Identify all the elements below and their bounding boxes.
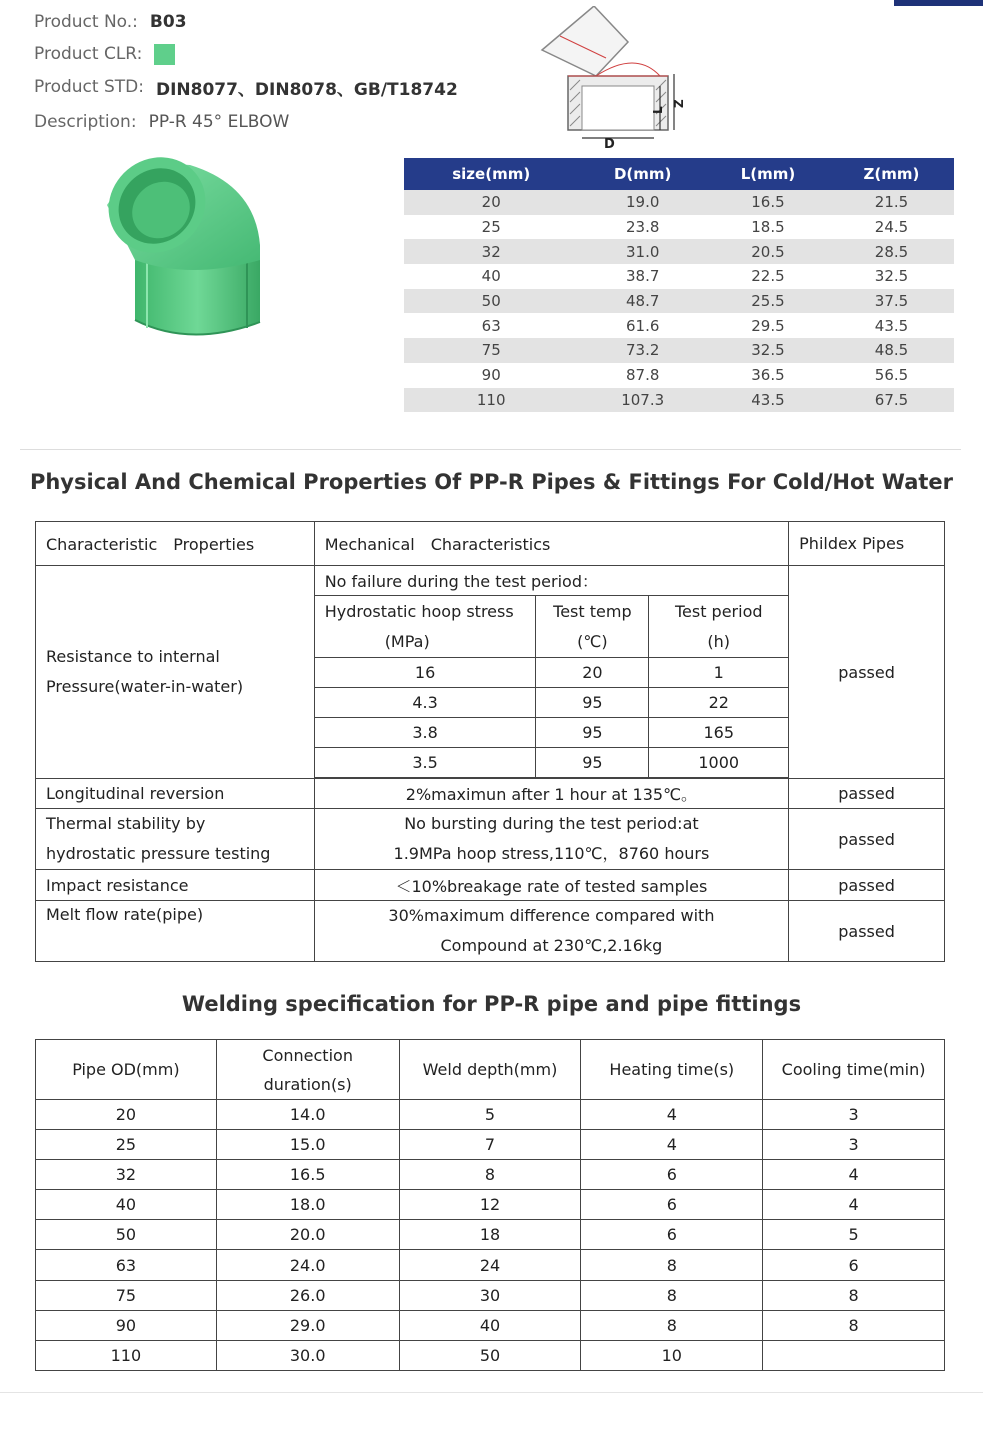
cell: 3 [763,1130,945,1160]
table-row [36,1340,945,1370]
impact-label: Impact resistance [36,870,315,901]
cell: 15.0 [216,1130,399,1160]
cell: 75 [404,338,578,363]
cell: 29.0 [216,1310,399,1340]
cell: 48.7 [578,289,707,314]
cell: 4 [763,1160,945,1190]
hoop-line1: Hydrostatic hoop stress [324,601,514,621]
welding-title: Welding specification for PP-R pipe and pipe fittings [181,992,802,1016]
cell: 5 [763,1220,945,1250]
cell: 8 [581,1310,763,1340]
properties-header-row [36,522,945,566]
cell: 90 [404,363,578,388]
resistance-label-line1: Resistance to internal [46,647,220,666]
cell: 43.5 [829,313,954,338]
resistance-label [36,566,315,779]
melt-label: Melt flow rate(pipe) [36,901,315,962]
cell: 25.5 [707,289,829,314]
cell: 3.8 [314,718,536,748]
longitudinal-value: 2%maximun after 1 hour at 135℃。 [314,779,788,809]
cell: 3 [763,1100,945,1130]
cell: 25 [404,215,578,240]
weld-header-connection-line1: Connection [262,1045,353,1065]
cell: 20 [404,190,578,215]
thermal-value [314,809,788,870]
cell: 37.5 [829,289,954,314]
cell: 20 [536,658,649,688]
cell: 4 [581,1100,763,1130]
cell: 16 [314,658,536,688]
cell: 12 [399,1190,581,1220]
weld-header-connection [216,1040,399,1100]
subheader-test-temp [536,596,649,658]
table-row [36,1100,945,1130]
cell: 7 [399,1130,581,1160]
impact-row [36,870,945,901]
cell: 36.5 [707,363,829,388]
cell: 8 [763,1280,945,1310]
cell: 165 [649,718,789,748]
product-no-label: Product No.: [34,12,138,32]
table-row [36,1280,945,1310]
size-header-size: size(mm) [404,158,578,190]
cell: 50 [399,1340,581,1370]
cell: 63 [36,1250,217,1280]
size-header-z: Z(mm) [829,158,954,190]
cell: 110 [404,388,578,413]
cell: 6 [763,1250,945,1280]
cell: 26.0 [216,1280,399,1310]
cell: 16.5 [707,190,829,215]
cell: 90 [36,1310,217,1340]
cell: 28.5 [829,239,954,264]
cell: 4 [763,1190,945,1220]
cell: 6 [581,1190,763,1220]
impact-value: ＜10%breakage rate of tested samples [314,870,788,901]
melt-row [36,901,945,962]
cell: 40 [404,264,578,289]
cell: 8 [581,1250,763,1280]
temp-line1: Test temp [553,601,632,621]
table-row [404,264,954,289]
resistance-intro-row [36,566,945,596]
resistance-intro: No failure during the test period： [314,566,788,596]
product-std-label: Product STD: [34,77,144,97]
cell: 63 [404,313,578,338]
longitudinal-label: Longitudinal reversion [36,779,315,809]
elbow-dimension-diagram [536,6,696,154]
cell: 8 [763,1310,945,1340]
section-divider [20,449,961,450]
cell: 6 [581,1160,763,1190]
welding-header-row [36,1040,945,1100]
cell: 8 [581,1280,763,1310]
cell: 95 [536,688,649,718]
cell: 23.8 [578,215,707,240]
subheader-test-period [649,596,789,658]
cell: 22.5 [707,264,829,289]
cell: 87.8 [578,363,707,388]
cell: 56.5 [829,363,954,388]
product-color-swatch [154,44,175,65]
table-row [404,388,954,413]
header-phildex: Phildex Pipes [789,522,945,566]
bottom-divider [0,1392,983,1393]
size-header-d: D(mm) [578,158,707,190]
cell: 24.0 [216,1250,399,1280]
top-accent-bar [894,0,983,6]
longitudinal-row [36,779,945,809]
cell: 16.5 [216,1160,399,1190]
cell: 22 [649,688,789,718]
thermal-label-line2: hydrostatic pressure testing [46,844,271,863]
cell: 110 [36,1340,217,1370]
cell: 107.3 [578,388,707,413]
table-row [36,1190,945,1220]
cell: 24.5 [829,215,954,240]
period-line1: Test period [674,601,763,621]
table-row [36,1160,945,1190]
melt-value [314,901,788,962]
product-no-value: B03 [149,12,187,32]
cell: 61.6 [578,313,707,338]
resistance-result: passed [789,566,945,779]
cell: 19.0 [578,190,707,215]
cell: 18.5 [707,215,829,240]
thermal-label-line1: Thermal stability by [46,814,206,833]
thermal-row [36,809,945,870]
cell: 4.3 [314,688,536,718]
table-row [36,1310,945,1340]
cell: 8 [399,1160,581,1190]
cell: 38.7 [578,264,707,289]
impact-result: passed [789,870,945,901]
size-table-header [404,158,954,190]
cell: 30.0 [216,1340,399,1370]
cell: 50 [36,1220,217,1250]
table-row [36,1250,945,1280]
cell: 43.5 [707,388,829,413]
table-row [404,215,954,240]
table-row [404,313,954,338]
cell: 32 [36,1160,217,1190]
cell: 75 [36,1280,217,1310]
product-desc-row [34,109,289,135]
cell: 3.5 [314,748,536,778]
cell: 40 [36,1190,217,1220]
cell: 32 [404,239,578,264]
cell: 32.5 [707,338,829,363]
cell: 14.0 [216,1100,399,1130]
table-row [404,239,954,264]
resistance-label-line2: Pressure(water-in-water) [46,677,244,696]
cell: 1 [649,658,789,688]
table-row [404,289,954,314]
weld-header-cooling: Cooling time(min) [763,1040,945,1100]
welding-table [35,1039,945,1371]
diagram-label-z: Z [672,99,686,108]
hoop-line2: (MPa) [384,631,430,651]
header-mechanical: Mechanical Characteristics [314,522,788,566]
cell: 73.2 [578,338,707,363]
cell: 4 [581,1130,763,1160]
elbow-product-image [95,150,285,350]
header-characteristic: Characteristic Properties [36,522,315,566]
cell: 18.0 [216,1190,399,1220]
longitudinal-result: passed [789,779,945,809]
table-row [404,190,954,215]
melt-value-line2: Compound at 230℃,2.16kg [440,936,663,955]
cell: 20 [36,1100,217,1130]
cell: 10 [581,1340,763,1370]
melt-result: passed [789,901,945,962]
product-clr-row [34,41,175,67]
diagram-label-l: L [651,106,665,114]
cell: 21.5 [829,190,954,215]
weld-header-connection-line2: duration(s) [263,1074,352,1094]
table-row [404,363,954,388]
size-table [404,158,954,412]
weld-header-heating: Heating time(s) [581,1040,763,1100]
product-std-value: DIN8077、DIN8078、GB/T18742 [155,79,458,100]
cell: 5 [399,1100,581,1130]
cell: 20.5 [707,239,829,264]
product-desc-value: PP-R 45° ELBOW [148,112,290,132]
diagram-label-d: D [604,137,615,152]
thermal-value-line2: 1.9MPa hoop stress,110℃，8760 hours [393,844,710,863]
thermal-result: passed [789,809,945,870]
cell: 18 [399,1220,581,1250]
cell: 67.5 [829,388,954,413]
product-desc-label: Description: [34,112,137,132]
product-std-row [34,74,458,100]
temp-line2: (℃) [577,631,608,651]
weld-header-depth: Weld depth(mm) [399,1040,581,1100]
cell: 50 [404,289,578,314]
properties-table [35,521,945,962]
cell: 95 [536,748,649,778]
thermal-label [36,809,315,870]
cell: 40 [399,1310,581,1340]
thermal-value-line1: No bursting during the test period:at [404,814,699,833]
table-row [36,1130,945,1160]
cell: 29.5 [707,313,829,338]
cell: 31.0 [578,239,707,264]
product-clr-label: Product CLR: [34,44,143,64]
product-no-row [34,9,187,35]
subheader-hoop-stress [314,596,536,658]
table-row [36,1220,945,1250]
cell: 30 [399,1280,581,1310]
weld-header-od: Pipe OD(mm) [36,1040,217,1100]
period-line2: (h) [707,631,731,651]
cell: 25 [36,1130,217,1160]
cell: 1000 [649,748,789,778]
properties-title: Physical And Chemical Properties Of PP-R Pipes & Fittings For Cold/Hot Water [29,470,954,494]
cell: 6 [581,1220,763,1250]
cell [763,1340,945,1370]
table-row [404,338,954,363]
cell: 24 [399,1250,581,1280]
cell: 20.0 [216,1220,399,1250]
size-header-l: L(mm) [707,158,829,190]
cell: 48.5 [829,338,954,363]
cell: 95 [536,718,649,748]
cell: 32.5 [829,264,954,289]
melt-value-line1: 30%maximum difference compared with [388,906,715,925]
